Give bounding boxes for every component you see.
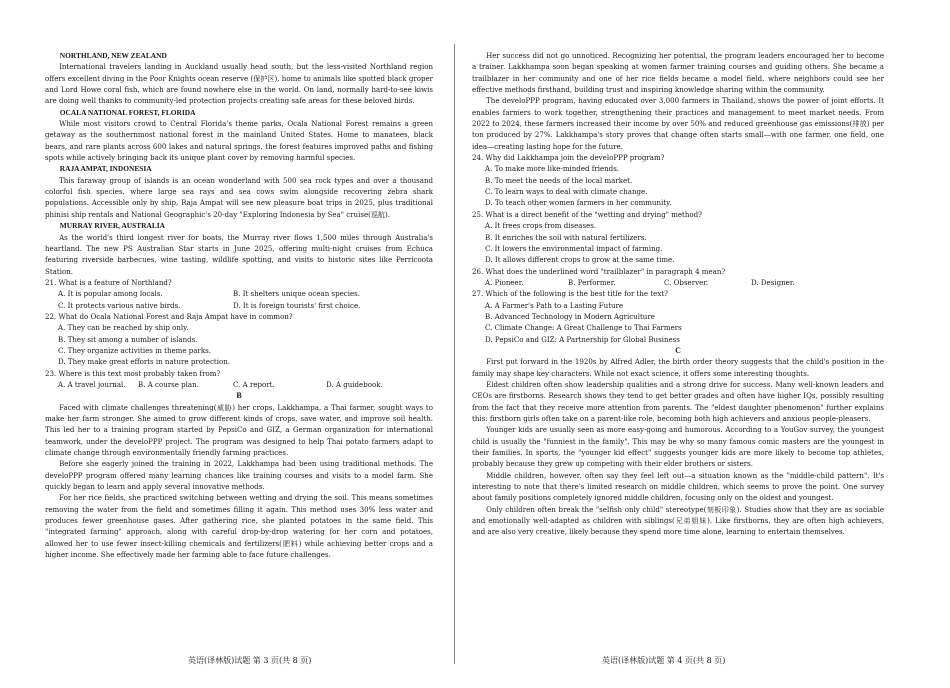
question-23: 23. Where is this text most probably taken from? [45,368,221,378]
left-column [45,50,433,560]
option: D. They make great efforts in nature protection. [58,357,231,367]
column-divider [454,44,455,664]
paragraph: Before she eagerly joined the training in 2022, Lakkhampa had been using traditional methods. The develoPPP program offered many learning chances like training courses and visits to a model farm. She quickly began to learn and apply several innovative methods. [45,459,433,492]
option: D. Designer. [751,277,795,287]
options-row [45,288,433,299]
option: B. Performer. [568,277,616,287]
option: D. To teach other women farmers in her community. [485,198,672,208]
option: C. Climate Change: A Great Challenge to Thai Farmers [485,323,682,333]
option: A. A Farmer's Path to a Lasting Future [485,300,624,310]
option: A. They can be reached by ship only. [58,323,189,333]
right-column [472,50,884,538]
question-22: 22. What do Ocala National Forest and Raja Ampat have in common? [45,311,293,321]
section-heading: RAJA AMPAT, INDONESIA [59,164,152,174]
option: C. A report. [233,379,275,389]
question-27: 27. Which of the following is the best title for the text? [472,289,668,299]
paragraph: Only children often break the "selfish only child" stereotype(刻板印象). Studies show that they are as sociable and emotionally well-adapted as children with siblings(兄弟姐妹). Like firstborns, they are often high achievers, and are also very creative, likely because they spend more time alone, learning to entertain themselves. [472,504,884,537]
paragraph: Middle children, however, often say they feel left out—a situation known as the "middle-child pattern". It's interesting to note that there's limited research on middle children, which seems to prove the point. One survey about family positions completely ignored middle children, focusing only on the oldest and youngest. [472,470,884,503]
section-heading: MURRAY RIVER, AUSTRALIA [59,221,165,231]
paragraph: As the world's third longest river for boats, the Murray river flows 1,500 miles through Australia's heartland. The new PS Australian Star starts in June 2025, offering multi-night cruises from Echuca featuring riverside barbecues, wine tasting, wildlife spotting, and visits to historic sites like Perricoota Station. [45,232,433,276]
paragraph: Her success did not go unnoticed. Recognizing her potential, the program leaders encouraged her to become a trainer. Lakkhampa soon began speaking at women farmer training courses and guiding others. She became a trailblazer in her community and one of her rice fields became a model field, where neighbors could see her effective methods firsthand, building trust and inspiring knowledge sharing within the community. [472,51,884,95]
section-letter: C [675,345,681,355]
option: C. They organize activities in theme parks. [58,345,211,355]
section-heading: OCALA NATIONAL FOREST, FLORIDA [59,107,196,117]
option: A. Pioneer. [485,277,524,287]
option: D. A guidebook. [326,379,383,389]
section-letter: B [236,391,242,401]
option: D. PepsiCo and GIZ: A Partnership for Global Business [485,334,680,344]
option: A. It frees crops from diseases. [485,221,597,231]
option: A. To make more like-minded friends. [485,164,620,174]
paragraph: Younger kids are usually seen as more easy-going and humorous. According to a YouGov survey, the youngest child is usually the "funniest in the family". This may be why so many famous comic masters are the youngest in their families. In sports, the "younger kid effect" suggests younger kids are more likely to become top athletes, probably because they grew up competing with their elder brothers or sisters. [472,425,884,469]
paragraph: This faraway group of islands is an ocean wonderland with 500 sea rock types and over a thousand colorful fish species, where large sea rays and sea cows swim alongside recovering zebra shark populations. Accessible only by ship, Raja Ampat will see new pleasure boat trips in 2025, plus traditional phinisi ship rentals and National Geographic's 20-day "Exploring Indonesia by Sea" cruise(巡航). [45,175,433,219]
options-row [472,277,884,288]
page-footer-left: 英语(译林版)试题 第 3 页(共 8 页) [188,656,312,665]
option: B. To meet the needs of the local market. [485,175,633,185]
option: C. Observer. [664,277,709,287]
question-25: 25. What is a direct benefit of the "wetting and drying" method? [472,209,702,219]
option: C. To learn ways to deal with climate change. [485,187,648,197]
options-row [45,300,433,311]
option: B. It enriches the soil with natural fertilizers. [485,232,647,242]
options-row [45,379,433,390]
section-heading: NORTHLAND, NEW ZEALAND [59,51,167,60]
question-24: 24. Why did Lakkhampa join the develoPPP program? [472,153,665,163]
option: B. It shelters unique ocean species. [233,289,361,299]
option: B. A course plan. [138,379,199,389]
option: D. It is foreign tourists' first choice. [233,300,361,310]
paragraph: While most visitors crowd to Central Florida's theme parks, Ocala National Forest remains a green getaway as the southernmost national forest in the mainland United States. Home to manatees, black bears, and rare plants across 600 lakes and natural springs, the forest features improved paths and fishing spots while actively bringing back its unique plant cover by removing harmful species. [45,119,433,163]
option: B. Advanced Technology in Modern Agriculture [485,311,655,321]
paragraph: International travelers landing in Auckland usually head south, but the less-visited Northland region offers excellent diving in the Poor Knights ocean reserve (保护区), home to animals like spotted black groper and Lord Howe coral fish, which are found nowhere else in the world. On land, normally hard-to-see kiwis are doing well thanks to community-led protection projects creating safe areas for these beloved birds. [45,62,433,106]
option: A. A travel journal. [58,379,126,389]
paragraph: First put forward in the 1920s by Alfred Adler, the birth order theory suggests that the child's position in the family may shape key characters. While not exact science, it offers some interesting thoughts. [472,357,884,378]
paragraph: The develoPPP program, having educated over 3,000 farmers in Thailand, shows the power of joint efforts. It enables farmers to work together, strengthening their practices and management to meet market needs. From 2022 to 2024, these farmers increased their income by over 50% and reduced greenhouse gas emissions(排放) per ton produced by 27%. Lakkhampa's story proves that change often starts small—with one farmer, one field, one idea—creating lasting hope for the future. [472,96,884,151]
option: D. It allows different crops to grow at the same time. [485,255,675,265]
paragraph: For her rice fields, she practiced switching between wetting and drying the soil. This means sometimes removing the water from the field and sometimes filling it again. This method uses 30% less water and produces fewer greenhouse gases. After gathering rice, she planted potatoes in the same field. This "integrated farming" approach, along with careful drop-by-drop watering for her corn and potatoes, allowed her to use fewer insect-killing chemicals and fertilizers(肥料) while achieving better crops and a higher income. She effectively made her farming able to face future challenges. [45,493,433,560]
paragraph: Faced with climate challenges threatening(威胁) her crops, Lakkhampa, a Thai farmer, sought ways to make her farm stronger. She aimed to grow different kinds of crops, save water, and improve soil health. This led her to a training program started by PepsiCo and GIZ, a German organization for international teamwork, under the develoPPP project. The program was designed to help Thai potato farmers adapt to climate change through environmentally friendly farming practices. [45,402,433,458]
question-26: 26. What does the underlined word "trailblazer" in paragraph 4 mean? [472,266,726,276]
page-footer-right: 英语(译林版)试题 第 4 页(共 8 页) [602,656,726,665]
option: A. It is popular among locals. [58,289,163,299]
option: B. They sit among a number of islands. [58,334,198,344]
question-21: 21. What is a feature of Northland? [45,277,172,287]
option: C. It lowers the environmental impact of farming. [485,243,663,253]
option: C. It protects various native birds. [58,300,181,310]
paragraph: Eldest children often show leadership qualities and a strong drive for success. Many well-known leaders and CEOs are firstborns. Research shows they tend to get better grades and often have higher IQs, possibly resulting from the fact that they receive more attention from parents. The "eldest daughter phenomenon" further explains this: firstborn girls often take on a parent-like role, becoming both high achievers and anxious people-pleasers. [472,379,884,423]
